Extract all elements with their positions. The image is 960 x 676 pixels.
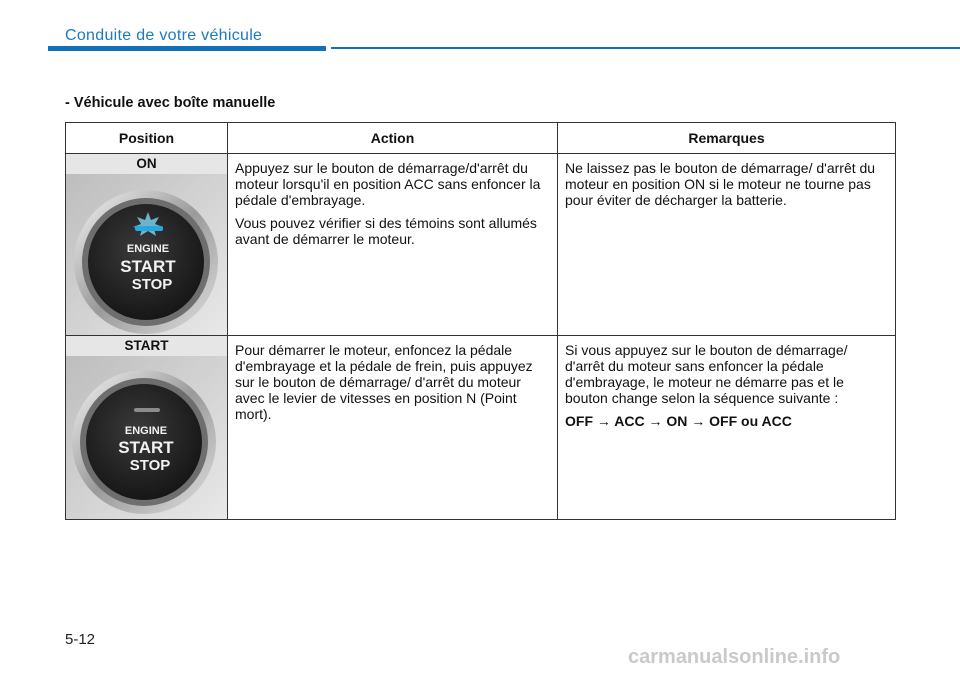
button-text-engine: ENGINE (124, 425, 168, 437)
operations-table (65, 122, 896, 520)
section-heading: - Véhicule avec boîte manuelle (65, 95, 276, 111)
table-row (66, 336, 896, 520)
column-header-remarks: Remarques (558, 123, 896, 154)
action-paragraph: Pour démarrer le moteur, enfoncez la pédale d'embrayage et la pédale de frein, puis appuyez sur le bouton de démarrage/ d'arrêt du moteur avec le levier de vitesses en position N (Point mort). (235, 342, 533, 422)
position-cell (66, 154, 228, 336)
button-text-engine: ENGINE (126, 243, 170, 255)
remarks-cell (558, 154, 896, 336)
header-rule-thin (331, 47, 960, 49)
table-header-row (66, 123, 896, 154)
button-text-start: START (118, 438, 174, 457)
remarks-paragraph: Ne laissez pas le bouton de démarrage/ d'arrêt du moteur en position ON si le moteur ne tourne pas pour éviter de décharger la batterie. (565, 160, 876, 208)
position-cell (66, 336, 228, 520)
table-row (66, 154, 896, 336)
column-header-position: Position (66, 123, 228, 154)
header-rule-thick (48, 46, 326, 51)
remarks-cell (558, 336, 896, 520)
state-sequence: OFF → ACC → ON → OFF ou ACC (565, 413, 792, 429)
position-label: ON (66, 154, 227, 174)
action-paragraph: Vous pouvez vérifier si des témoins sont allumés avant de démarrer le moteur. (235, 215, 537, 247)
column-header-action: Action (228, 123, 558, 154)
action-cell (228, 154, 558, 336)
page-number: 5-12 (65, 631, 96, 648)
page-section-title: Conduite de votre véhicule (65, 27, 263, 44)
engine-start-stop-button-icon (66, 356, 227, 519)
button-text-start: START (120, 257, 176, 276)
button-text-stop: STOP (131, 276, 173, 293)
engine-start-stop-button-icon (66, 174, 227, 335)
action-cell (228, 336, 558, 520)
indicator-off (134, 408, 160, 412)
button-text-stop: STOP (129, 457, 171, 474)
remarks-paragraph: Si vous appuyez sur le bouton de démarrage/ d'arrêt du moteur sans enfoncer la pédale d'embrayage, le moteur ne démarre pas et le bouton change selon la séquence suivante : (565, 342, 848, 406)
position-label: START (66, 336, 227, 356)
action-paragraph: Appuyez sur le bouton de démarrage/d'arrêt du moteur lorsqu'il en position ACC sans enfoncer la pédale d'embrayage. (235, 160, 541, 208)
watermark: carmanualsonline.info (628, 646, 841, 668)
